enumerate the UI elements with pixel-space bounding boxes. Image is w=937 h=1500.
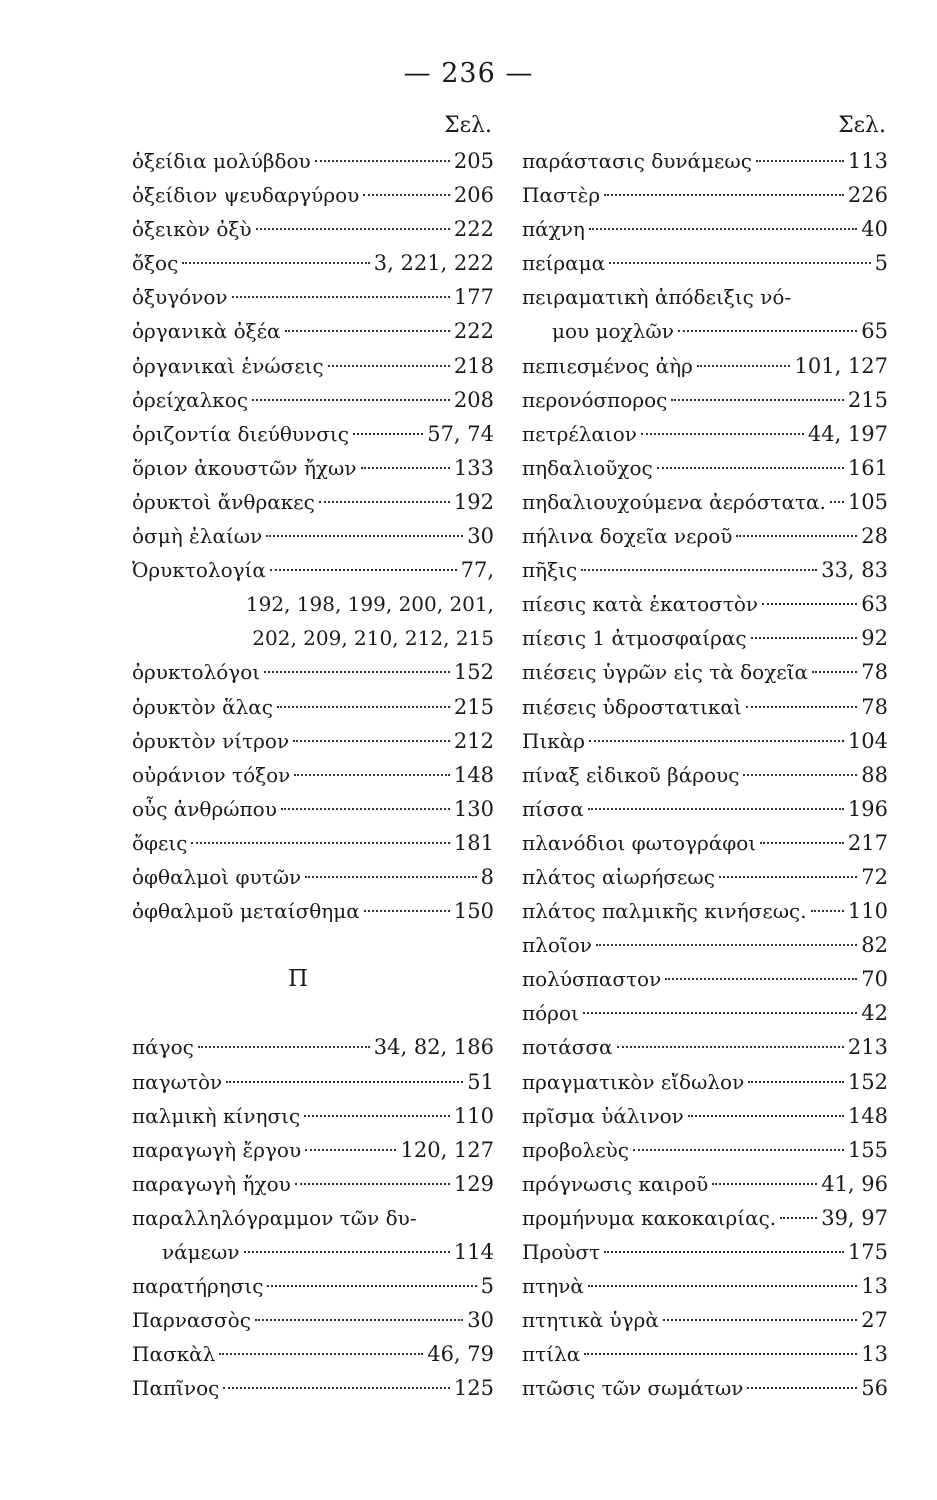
index-entry xyxy=(132,826,494,860)
page-references: 51 xyxy=(467,1069,494,1094)
index-entry xyxy=(522,519,888,553)
page-references: 105 xyxy=(847,489,888,514)
index-term: Προὺστ xyxy=(522,1240,601,1264)
index-entry xyxy=(132,894,494,928)
dot-leader xyxy=(264,671,450,673)
index-term: ὄξος xyxy=(132,251,179,276)
page-references: 65 xyxy=(861,319,888,344)
index-term: πίσσα xyxy=(522,796,584,821)
page-references: 33, 83 xyxy=(821,558,888,583)
index-term: μου μοχλῶν xyxy=(552,319,674,344)
page-references: 88 xyxy=(861,762,888,787)
index-entry xyxy=(132,144,494,178)
index-entry xyxy=(132,1235,494,1269)
page-references: 40 xyxy=(861,217,888,242)
index-entry xyxy=(132,1269,494,1303)
page-references: 3, 221, 222 xyxy=(373,251,494,276)
dot-leader xyxy=(285,330,450,332)
dot-leader xyxy=(736,535,857,537)
page-references: 181 xyxy=(453,830,494,855)
index-term: πάγος xyxy=(132,1035,194,1060)
dot-leader xyxy=(294,774,450,776)
dot-leader xyxy=(762,603,857,605)
dot-leader xyxy=(361,467,450,469)
dot-leader xyxy=(256,228,450,230)
index-term: ὀρυκτὸν νίτρον xyxy=(132,728,290,753)
dot-leader xyxy=(712,1183,817,1185)
page-references: 212 xyxy=(453,728,494,753)
blank-line xyxy=(132,996,494,1030)
index-term: πτηνὰ xyxy=(522,1274,584,1299)
dot-leader xyxy=(665,978,857,980)
page-references: 161 xyxy=(847,455,888,480)
index-entry xyxy=(132,349,494,383)
index-entry xyxy=(522,996,888,1030)
index-term: ὀρυκτολόγοι xyxy=(132,660,261,685)
index-entry xyxy=(522,485,888,519)
dot-leader xyxy=(589,740,844,742)
page-references: 82 xyxy=(861,933,888,958)
dot-leader xyxy=(305,1149,396,1151)
page-references: 213 xyxy=(847,1035,888,1060)
index-entry xyxy=(132,621,494,655)
dot-leader xyxy=(581,569,817,571)
dot-leader xyxy=(319,501,450,503)
index-entry xyxy=(132,758,494,792)
index-term: πάχνη xyxy=(522,217,585,242)
index-term: παγωτὸν xyxy=(132,1069,223,1094)
dot-leader xyxy=(584,1353,857,1355)
page-references: 92 xyxy=(861,626,888,651)
index-term: Ὀρυκτολογία xyxy=(132,558,266,583)
index-term: ὀξείδιον ψευδαργύρου xyxy=(132,183,360,208)
index-term: ὀσμὴ ἐλαίων xyxy=(132,524,263,549)
index-term: πετρέλαιον xyxy=(522,421,637,446)
dot-leader xyxy=(198,1046,370,1048)
page-references: 77, xyxy=(460,558,494,583)
page-references: 206 xyxy=(453,183,494,208)
index-term: ὀρείχαλκος xyxy=(132,387,249,412)
dot-leader xyxy=(678,330,857,332)
dot-leader xyxy=(697,365,791,367)
index-entry xyxy=(132,1099,494,1133)
page-references: 217 xyxy=(847,830,888,855)
index-term: ποτάσσα xyxy=(522,1035,613,1060)
page-references: 113 xyxy=(847,149,888,173)
dot-leader xyxy=(363,194,450,196)
index-term: πίναξ εἰδικοῦ βάρους xyxy=(522,762,740,787)
index-term: πλάτος παλμικῆς κινήσεως. xyxy=(522,899,807,924)
index-term: παραγωγὴ ἔργου xyxy=(132,1137,302,1162)
index-entry xyxy=(522,417,888,451)
left-entries xyxy=(132,144,494,1405)
index-term: ὀξείδια μολύβδου xyxy=(132,149,311,173)
left-column-header: Σελ. xyxy=(444,113,492,138)
index-entry xyxy=(522,928,888,962)
index-entry xyxy=(132,1167,494,1201)
index-term: πραγματικὸν εἴδωλον xyxy=(522,1069,745,1094)
index-entry xyxy=(132,792,494,826)
dot-leader xyxy=(748,1081,844,1083)
index-term: νάμεων xyxy=(162,1240,240,1264)
index-term: ὅριον ἀκουστῶν ἤχων xyxy=(132,455,357,480)
index-entry xyxy=(522,1303,888,1337)
index-entry xyxy=(522,178,888,212)
index-entry xyxy=(132,519,494,553)
dot-leader xyxy=(588,808,844,810)
page-references: 28 xyxy=(861,524,888,549)
index-term: πόροι xyxy=(522,1001,579,1026)
page-references: 46, 79 xyxy=(427,1342,494,1367)
index-entry xyxy=(522,246,888,280)
dot-leader xyxy=(688,1115,844,1117)
dot-leader xyxy=(255,1319,463,1321)
page-references: 13 xyxy=(861,1274,888,1299)
page-references: 70 xyxy=(861,967,888,992)
index-entry xyxy=(132,1201,494,1235)
page-references: 133 xyxy=(453,455,494,480)
page-references: 41, 96 xyxy=(821,1171,888,1196)
dot-leader xyxy=(364,910,450,912)
index-entry xyxy=(522,690,888,724)
section-letter-heading xyxy=(132,962,494,996)
index-entry xyxy=(522,349,888,383)
index-entry xyxy=(132,246,494,280)
index-term: 192, 198, 199, 200, 201, xyxy=(245,592,494,617)
index-term: ὁριζοντία διεύθυνσις xyxy=(132,421,349,446)
dot-leader xyxy=(812,671,857,673)
index-entry xyxy=(132,1303,494,1337)
index-term: πτητικὰ ὑγρὰ xyxy=(522,1308,659,1333)
index-term: πείραμα xyxy=(522,251,606,276)
page-references: 125 xyxy=(453,1376,494,1401)
page-references: 218 xyxy=(453,353,494,378)
index-entry xyxy=(132,860,494,894)
dot-leader xyxy=(305,876,476,878)
index-entry xyxy=(522,553,888,587)
page-references: 39, 97 xyxy=(821,1205,888,1230)
right-index-column xyxy=(522,108,888,1405)
index-entry xyxy=(522,655,888,689)
page-references: 196 xyxy=(847,796,888,821)
index-entry xyxy=(132,655,494,689)
index-entry xyxy=(522,451,888,485)
page-references: 42 xyxy=(861,1001,888,1026)
page-references: 110 xyxy=(453,1103,494,1128)
dot-leader xyxy=(671,399,844,401)
index-entry xyxy=(132,587,494,621)
page-references: 192 xyxy=(453,489,494,514)
index-entry xyxy=(132,212,494,246)
page-references: 215 xyxy=(453,694,494,719)
index-entry xyxy=(132,1030,494,1064)
dot-leader xyxy=(746,706,858,708)
index-entry xyxy=(522,1337,888,1371)
index-term: ὄφεις xyxy=(132,830,188,855)
index-entry xyxy=(522,1099,888,1133)
index-term: πίεσις 1 ἀτμοσφαίρας xyxy=(522,626,747,651)
page-references: 222 xyxy=(453,319,494,344)
page-references: 78 xyxy=(861,694,888,719)
page-references: 30 xyxy=(467,524,494,549)
dot-leader xyxy=(281,808,450,810)
dot-leader xyxy=(830,501,844,503)
index-entry xyxy=(522,1030,888,1064)
dot-leader xyxy=(663,1319,857,1321)
index-term: Παρνασσὸς xyxy=(132,1308,251,1333)
dot-leader xyxy=(232,296,450,298)
dot-leader xyxy=(617,1046,844,1048)
index-term: ὀργανικαὶ ἑνώσεις xyxy=(132,353,324,378)
index-entry xyxy=(522,1167,888,1201)
index-term: πιέσεις ὑδροστατικαὶ xyxy=(522,694,742,719)
index-entry xyxy=(132,724,494,758)
index-entry xyxy=(132,451,494,485)
index-term: πτίλα xyxy=(522,1342,581,1367)
index-entry xyxy=(132,1337,494,1371)
dot-leader xyxy=(811,910,844,912)
page-references: 101, 127 xyxy=(794,353,888,378)
index-term: παρατήρησις xyxy=(132,1274,264,1299)
index-term: πλοῖον xyxy=(522,933,592,958)
blank-line xyxy=(132,928,494,962)
right-entries xyxy=(522,144,888,1405)
index-term: παραλληλόγραμμον τῶν δυ- xyxy=(132,1205,417,1230)
dot-leader xyxy=(277,706,450,708)
page-references: 34, 82, 186 xyxy=(373,1035,494,1060)
dot-leader xyxy=(596,944,857,946)
index-term: 202, 209, 210, 212, 215 xyxy=(252,626,494,651)
index-entry xyxy=(522,1201,888,1235)
dot-leader xyxy=(315,160,450,162)
dot-leader xyxy=(266,535,463,537)
index-term: Πασκὰλ xyxy=(132,1342,216,1367)
index-entry xyxy=(132,690,494,724)
page-references: 152 xyxy=(847,1069,888,1094)
page-references: 30 xyxy=(467,1308,494,1333)
index-entry xyxy=(132,314,494,348)
page-references: 110 xyxy=(847,899,888,924)
index-entry xyxy=(522,621,888,655)
index-entry xyxy=(132,1371,494,1405)
page-references: 120, 127 xyxy=(400,1137,494,1162)
index-entry xyxy=(522,144,888,178)
dot-leader xyxy=(304,1115,450,1117)
index-term: πιέσεις ὑγρῶν εἰς τὰ δοχεῖα xyxy=(522,660,809,685)
dot-leader xyxy=(252,399,450,401)
dot-leader xyxy=(719,876,857,878)
index-term: προμήνυμα κακοκαιρίας. xyxy=(522,1205,777,1230)
index-term: παραγωγὴ ἤχου xyxy=(132,1171,291,1196)
page-number: — 236 — xyxy=(403,58,534,89)
index-term: παλμικὴ κίνησις xyxy=(132,1103,301,1128)
dot-leader xyxy=(756,160,844,162)
dot-leader xyxy=(760,842,844,844)
index-term: πρῖσμα ὑάλινον xyxy=(522,1103,684,1128)
page-references: 129 xyxy=(453,1171,494,1196)
page-references: 44, 197 xyxy=(807,421,888,446)
page-references: 114 xyxy=(453,1240,494,1264)
index-term: πίεσις κατὰ ἑκατοστὸν xyxy=(522,592,759,617)
index-entry xyxy=(522,1269,888,1303)
dot-leader xyxy=(244,1251,450,1253)
index-term: ὀρυκτοὶ ἄνθρακες xyxy=(132,489,315,514)
index-term: πρόγνωσις καιροῦ xyxy=(522,1171,709,1196)
dot-leader xyxy=(780,1217,817,1219)
index-term: ὀξεικὸν ὀξὺ xyxy=(132,217,252,242)
dot-leader xyxy=(293,740,450,742)
page-references: 130 xyxy=(453,796,494,821)
index-term: πηδαλιουχούμενα ἀερόστατα. xyxy=(522,489,826,514)
dot-leader xyxy=(633,1149,844,1151)
dot-leader xyxy=(743,774,857,776)
page-references: 208 xyxy=(453,387,494,412)
index-term: Παπῖνος xyxy=(132,1376,220,1401)
index-term: πήλινα δοχεῖα νεροῦ xyxy=(522,524,733,549)
index-term: ὀφθαλμοῦ μεταίσθημα xyxy=(132,899,360,924)
page-references: 222 xyxy=(453,217,494,242)
index-entry xyxy=(522,860,888,894)
page-references: 27 xyxy=(861,1308,888,1333)
page-references: 63 xyxy=(861,592,888,617)
index-term: πηδαλιοῦχος xyxy=(522,455,653,480)
index-term: ὀξυγόνον xyxy=(132,285,228,310)
page-references: 57, 74 xyxy=(427,421,494,446)
index-term: πειραματικὴ ἀπόδειξις νό- xyxy=(522,285,792,310)
index-term: ὀρυκτὸν ἅλας xyxy=(132,694,273,719)
page-references: 215 xyxy=(847,387,888,412)
index-entry xyxy=(132,280,494,314)
dot-leader xyxy=(604,1251,844,1253)
dot-leader xyxy=(641,433,804,435)
dot-leader xyxy=(219,1353,423,1355)
dot-leader xyxy=(182,262,369,264)
index-term: πεπιεσμένος ἀὴρ xyxy=(522,353,693,378)
page-references: 78 xyxy=(861,660,888,685)
page-references: 205 xyxy=(453,149,494,173)
index-term: περονόσπορος xyxy=(522,387,668,412)
dot-leader xyxy=(328,365,450,367)
page-references: 175 xyxy=(847,1240,888,1264)
dot-leader xyxy=(583,1012,857,1014)
index-entry xyxy=(132,178,494,212)
index-entry xyxy=(522,314,888,348)
index-term: πλάτος αἰωρήσεως xyxy=(522,864,715,889)
index-term: οὐράνιον τόξον xyxy=(132,762,291,787)
page-references: 177 xyxy=(453,285,494,310)
index-entry xyxy=(132,1065,494,1099)
index-entry xyxy=(522,792,888,826)
index-entry xyxy=(132,417,494,451)
page-references: 56 xyxy=(861,1376,888,1401)
index-entry xyxy=(522,1235,888,1269)
dot-leader xyxy=(604,194,844,196)
index-entry xyxy=(522,758,888,792)
index-entry xyxy=(132,485,494,519)
page-references: 226 xyxy=(847,183,888,208)
dot-leader xyxy=(588,1285,857,1287)
left-index-column xyxy=(132,108,494,1405)
index-term: Πικὰρ xyxy=(522,728,586,753)
dot-leader xyxy=(223,1387,450,1389)
page-references: 5 xyxy=(480,1274,494,1299)
dot-leader xyxy=(589,228,857,230)
index-term: Παστὲρ xyxy=(522,183,601,208)
index-entry xyxy=(132,553,494,587)
page-references: 148 xyxy=(453,762,494,787)
right-column-header: Σελ. xyxy=(838,113,886,138)
index-term: πῆξις xyxy=(522,558,578,583)
dot-leader xyxy=(191,842,449,844)
index-entry xyxy=(522,724,888,758)
index-term: οὖς ἀνθρώπου xyxy=(132,796,277,821)
index-entry xyxy=(522,826,888,860)
dot-leader xyxy=(267,1285,476,1287)
page-references: 155 xyxy=(847,1137,888,1162)
index-entry xyxy=(522,280,888,314)
index-term: ὀφθαλμοὶ φυτῶν xyxy=(132,864,302,889)
page-references: 13 xyxy=(861,1342,888,1367)
section-letter: Π xyxy=(287,966,309,993)
page-references: 150 xyxy=(453,899,494,924)
index-entry xyxy=(132,383,494,417)
index-entry xyxy=(522,1065,888,1099)
index-term: πολύσπαστον xyxy=(522,967,662,992)
dot-leader xyxy=(747,1387,857,1389)
dot-leader xyxy=(657,467,844,469)
index-entry xyxy=(132,1133,494,1167)
index-entry xyxy=(522,1133,888,1167)
index-entry xyxy=(522,587,888,621)
dot-leader xyxy=(751,637,858,639)
page-references: 104 xyxy=(847,728,888,753)
dot-leader xyxy=(295,1183,450,1185)
index-term: πλανόδιοι φωτογράφοι xyxy=(522,830,757,855)
dot-leader xyxy=(226,1081,463,1083)
index-entry xyxy=(522,212,888,246)
index-term: ὀργανικὰ ὀξέα xyxy=(132,319,281,344)
page-references: 5 xyxy=(874,251,888,276)
index-entry xyxy=(522,383,888,417)
index-term: παράστασις δυνάμεως xyxy=(522,149,752,173)
page-references: 152 xyxy=(453,660,494,685)
dot-leader xyxy=(609,262,871,264)
index-term: πτῶσις τῶν σωμάτων xyxy=(522,1376,744,1401)
dot-leader xyxy=(270,569,457,571)
index-entry xyxy=(522,1371,888,1405)
page-references: 8 xyxy=(480,864,494,889)
index-entry xyxy=(522,962,888,996)
page-references: 148 xyxy=(847,1103,888,1128)
index-entry xyxy=(522,894,888,928)
index-term: προβολεὺς xyxy=(522,1137,629,1162)
dot-leader xyxy=(353,433,423,435)
page-references: 72 xyxy=(861,864,888,889)
